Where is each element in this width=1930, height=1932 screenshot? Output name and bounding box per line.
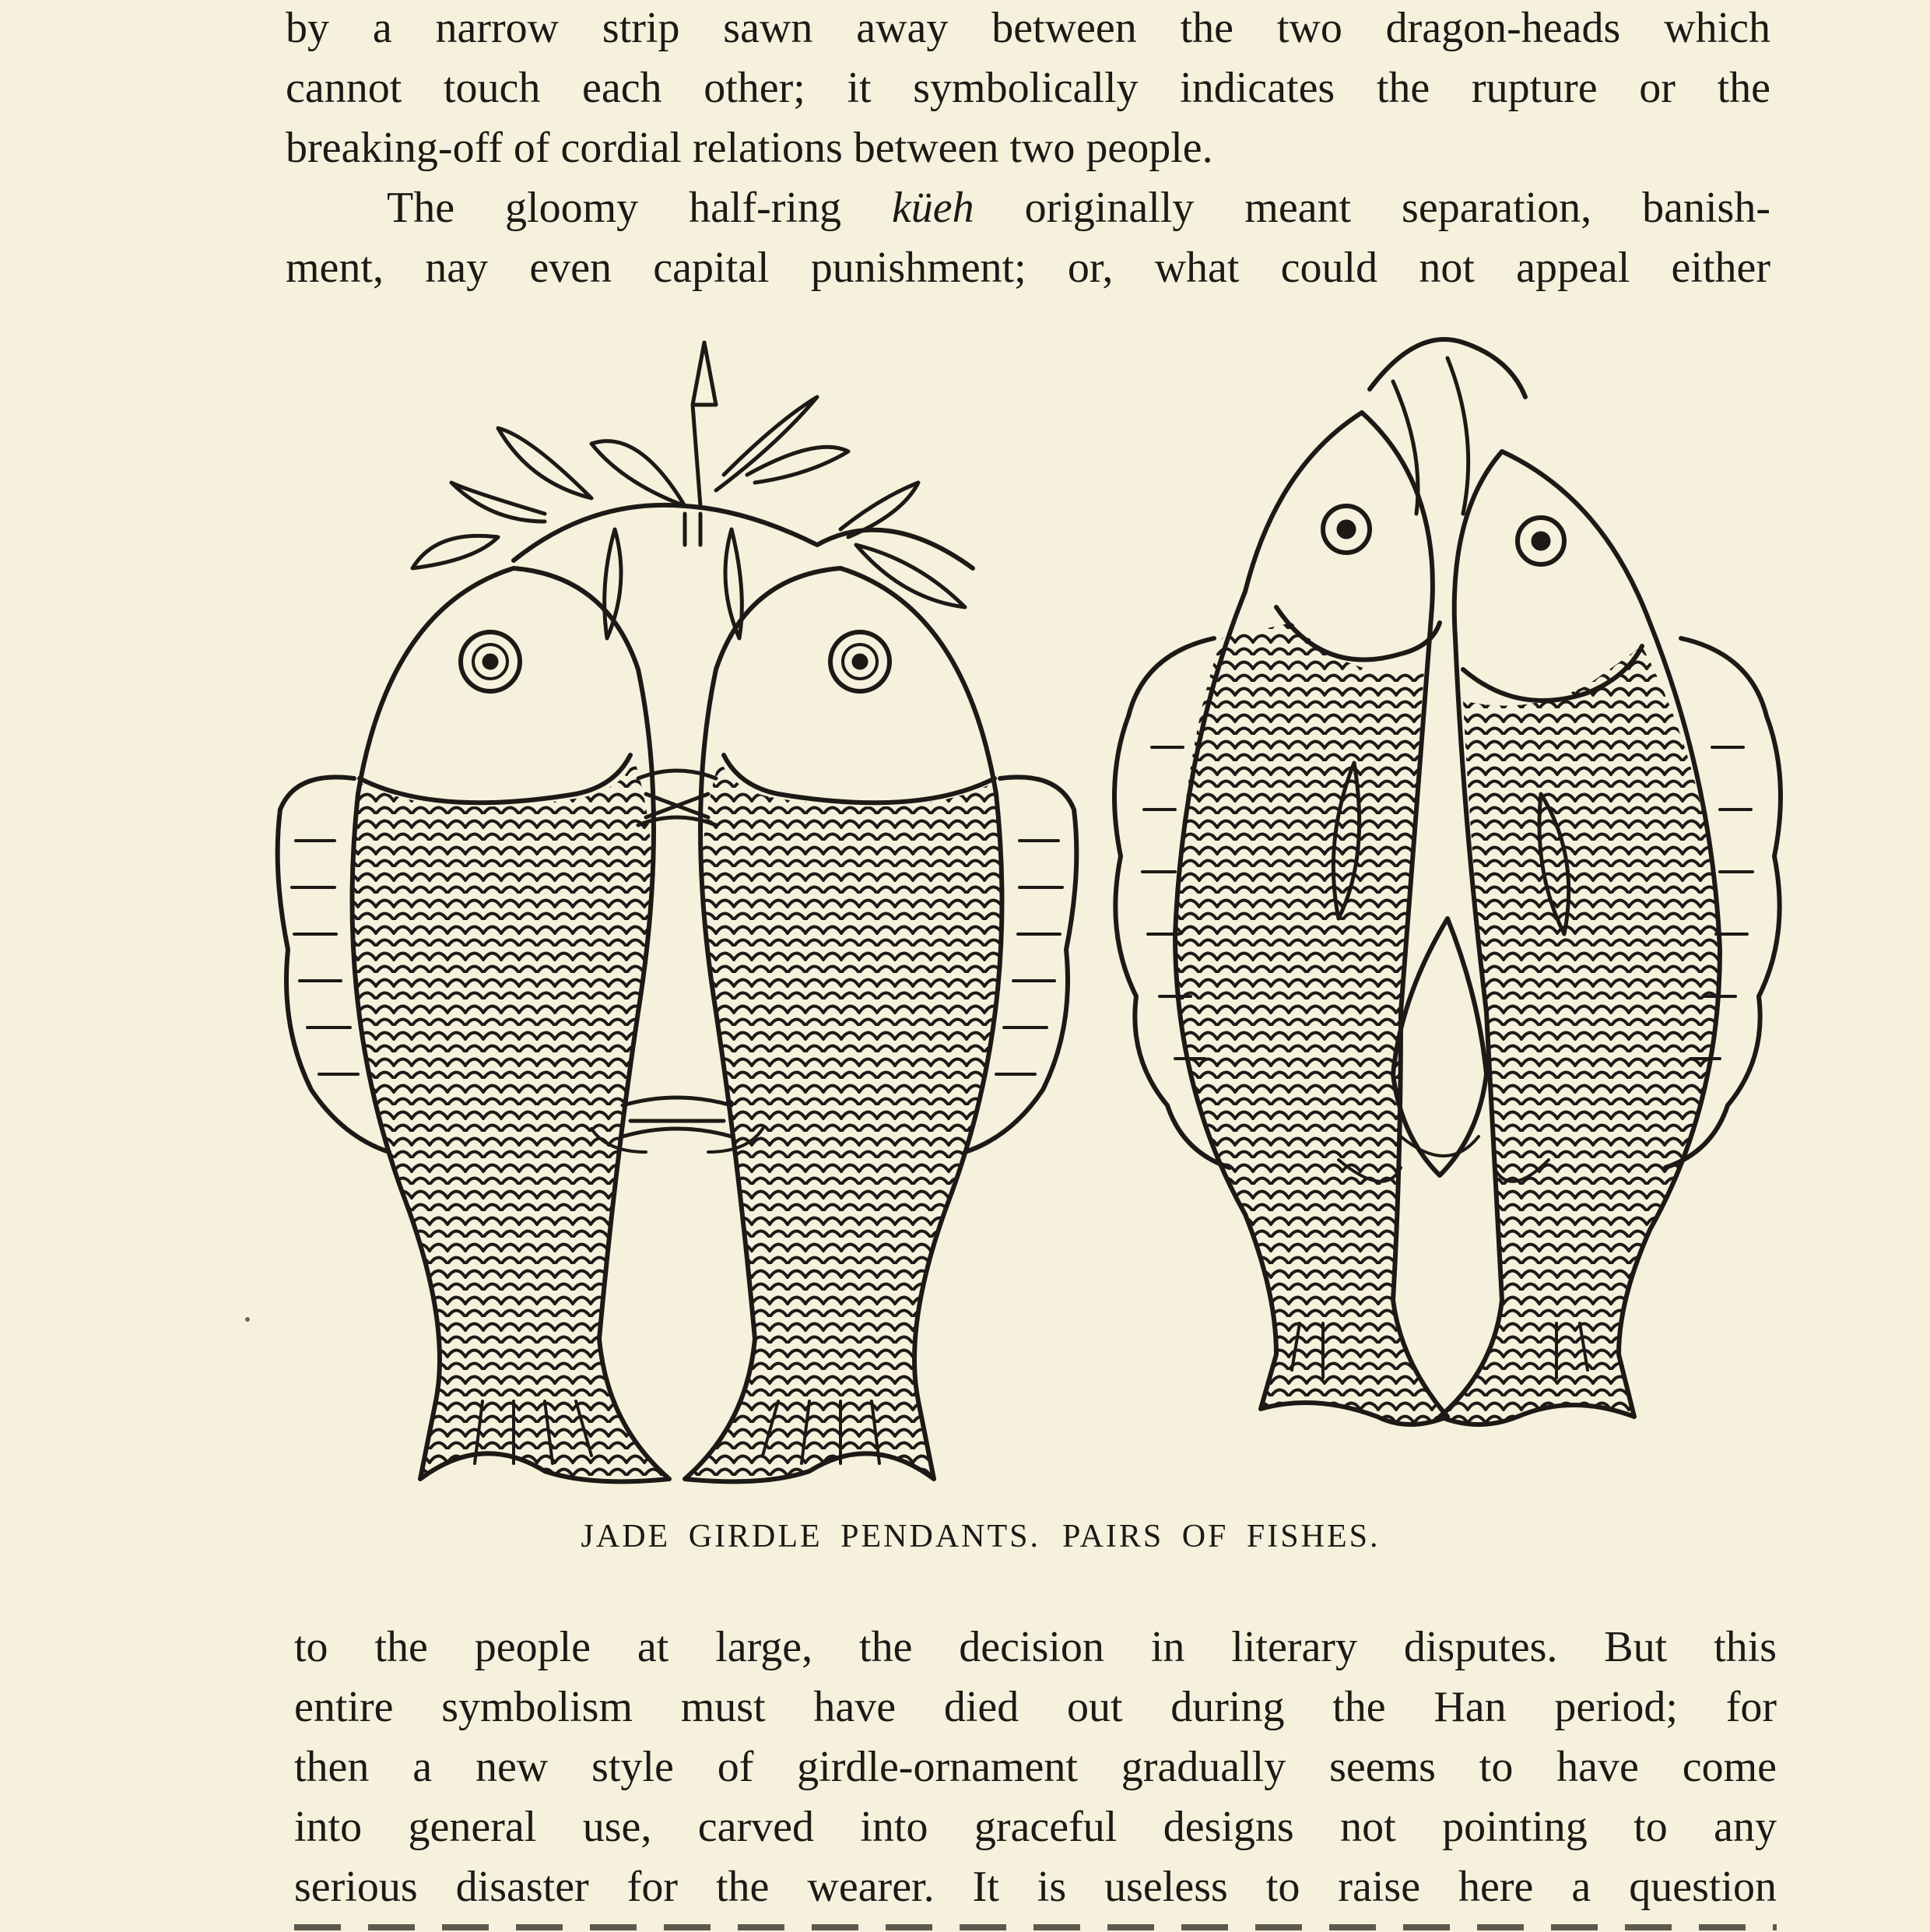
text-line: ment, nay even capital punishment; or, what could not appeal either [286,244,1770,292]
text-line: cannot touch each other; it symbolically indicates the rupture or the [286,64,1770,112]
text-line: entire symbolism must have died out during the Han period; for [294,1683,1777,1731]
text-line: then a new style of girdle-ornament gradually seems to have come [294,1743,1777,1791]
right-pendant-graphic [1114,339,1781,1432]
left-pendant-graphic [278,342,1077,1487]
text-line: into general use, carved into graceful designs not pointing to any [294,1803,1777,1851]
text-line: to the people at large, the decision in literary disputes. But this [294,1623,1777,1671]
paper-speck [245,1317,250,1322]
italic-term: küeh [891,184,974,232]
top-text-block [286,0,1770,298]
fish-pendants-illustration [0,311,1930,1510]
text-line: breaking-off of cordial relations between two people. [286,124,1213,172]
text-line: by a narrow strip sawn away between the two dragon-heads which [286,4,1770,52]
caption-part: PAIRS OF FISHES. [1062,1519,1381,1554]
figure-caption [436,1518,1525,1555]
text-line: serious disaster for the wearer. It is useless to raise here a question [294,1863,1777,1911]
caption-part: JADE GIRDLE PENDANTS. [581,1519,1041,1554]
text-segment: The gloomy half-ring [387,184,892,232]
bottom-text-block [294,1618,1777,1917]
cut-off-text-line [294,1909,1777,1932]
text-segment: originally meant separation, banish- [974,184,1770,232]
text-line [286,178,1770,238]
